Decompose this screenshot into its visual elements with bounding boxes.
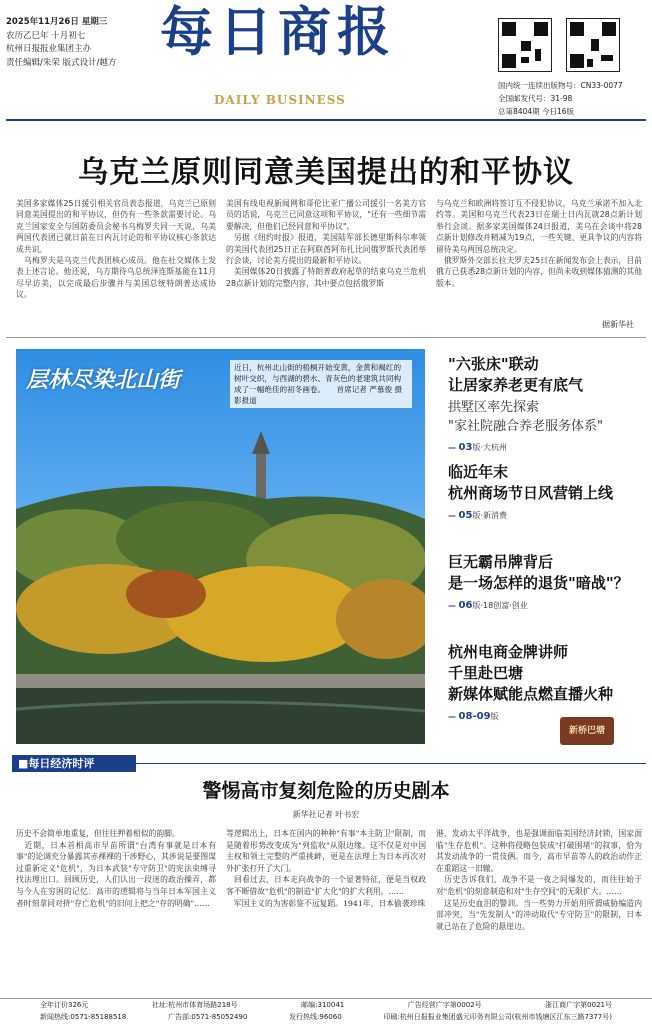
page-number: 08-09 [458, 711, 491, 722]
teaser-1-head2: 让居家养老更有底气 [448, 376, 584, 394]
footer-distribution: 发行热线:96060 [289, 1013, 342, 1021]
teaser-3-head1: 巨无霸吊牌背后 [448, 553, 554, 571]
footer-ad-dept: 广告部:0571-85052490 [168, 1013, 248, 1021]
footer-news-hotline: 新闻热线:0571-85188518 [40, 1013, 127, 1021]
issue-number: 总第8404期 今日16版 [498, 107, 575, 116]
column-divider [136, 763, 646, 764]
photo-scene [16, 349, 425, 744]
lake-shape [16, 688, 425, 744]
footer-printer: 印刷:杭州日报报业集团盛元印务有限公司(杭州市钱塘区江东三路7377号) [383, 1013, 612, 1021]
column-text-1: 历史不会简单地重复，但往往押着相似的韵脚。 近期，日本首相高市早苗所谓"台湾有事就是日本有事"的论调充分暴露其赤裸裸的干涉野心，其涉说是要图谋过重新定义"危机"，为日本武装"专守防卫"的宪法束缚寻找法理出口。回顾历史，人们认出一段迷的政治操弄，都与今人在穷困的记忆：高市的逻辑将与当年日本军国主义者时刻拿同对挤"存亡危机"的旧问上把之"存的明确"…… [16, 829, 216, 908]
teaser-3[interactable] [448, 552, 648, 611]
footer-ad-license-2: 浙江商广字第0021号 [545, 1001, 612, 1009]
page-number: 05 [458, 510, 473, 521]
qr-code-icon [566, 18, 620, 72]
teaser-1[interactable] [448, 354, 648, 453]
column-byline: 新华社记者 叶书宏 [292, 810, 360, 819]
footer-postcode: 邮编:310041 [301, 1001, 345, 1009]
date-block [6, 16, 166, 70]
page-number: 03 [458, 442, 473, 453]
postal-code: 全国邮发代号：31-98 [498, 94, 573, 103]
column-label: ■每日经济时评 [12, 755, 136, 772]
publication-code: 国内统一连续出版物号：CN33-0077 [498, 81, 623, 90]
teaser-4-head3: 新媒体赋能点燃直播火种 [448, 685, 614, 703]
teaser-3-head2: 是一场怎样的退货"暗战"？ [448, 574, 629, 592]
sponsor-line: 杭州日报报业集团主办 [6, 44, 92, 54]
feature-photo [16, 349, 425, 744]
footer-ad-license: 广告经营广字第0002号 [407, 1001, 482, 1009]
lead-credit: 据新华社 [602, 320, 634, 329]
footer-address: 社址:杭州市体育场路218号 [151, 1001, 238, 1009]
lead-column-1: 美国多家媒体25日援引相关官员表态报道，乌克兰已原则同意美国提出的和平协议，但仍有一些条款需要讨论。乌克兰国家安全与国防委员会秘书乌梅罗夫同一天说，乌美两国代表团已就日前在日内瓦讨论的和平协议核心条款达成共识。 乌梅罗夫是乌克兰代表团核心成员。他在社交媒体上发表上述言论。他还说，乌方期待乌总统泽连斯基能在11月尽早访美，以完成最后步骤并与美国总统特朗普达成协议。 [16, 199, 216, 300]
newspaper-logo-english: DAILY BUSINESS [214, 93, 346, 107]
lead-column-2: 美国有线电视新闻网和哥伦比亚广播公司援引一名美方官员的话说，乌克兰已同意这项和平协议，"还有一些细节需要解决，但他们已经同意和平协议"。 另据《纽约时报》报道，美国陆军部长德里斯科尔率领的美国代表团25日正在阿联酋阿布扎比同俄罗斯代表团举行会谈，讨论美方提出的最新和平协议。 美国媒体20日披露了特朗普政府起草的结束乌克兰危机28点新计划的完整内容，其中要点包括俄罗斯 [226, 199, 426, 288]
column-text-2: 等逻辑出上，日本在国内的种种"有事"本主防卫"限制，而是随着形势改变成为"列监收"从限边缘。这不仅是对中国主权和领土完整的严重挑衅，更是在法理上为日本再次对外扩张打开了大门。 回看过去，日本走向战争的一个显著特征，便是当权政客不断借故"危机"的制造"扩大化"的扩大利用。…… 军国主义的为害彰鉴不远复蹈。1941年，日本偷袭珍珠 [226, 829, 426, 908]
foliage-shape [126, 570, 206, 618]
lunar-date-line: 农历乙巳年 十月初七 [6, 30, 86, 41]
section-name: 版·18创富·创业 [472, 601, 528, 610]
road-shape [16, 674, 425, 688]
date-line: 2025年11月26日 星期三 [6, 17, 108, 27]
section-name: 版 [490, 712, 499, 721]
lead-column-3: 与乌克兰和欧洲将签订互不侵犯协议，乌克兰承诺不加入北约等。美国和乌克兰代表23日在瑞士日内瓦就28点新计划举行会谈。据多家美国媒体24日报道，美乌在会谈中将28点新计划修改并精减为19点，一些关键、更具争议的内容将留待美乌两国总统决定。 俄罗斯外交部长拉夫罗夫25日在新闻发布会上表示，目前俄方已获悉28点新计划的内容，但尚未收到媒体猜测的其他版本。 [436, 199, 642, 288]
teaser-1-sub1: 拱墅区率先探索 [448, 400, 540, 415]
publication-info [498, 79, 648, 118]
teaser-2-head1: 临近年末 [448, 463, 509, 481]
photo-caption: 近日，杭州北山街的梧桐开始变黄，金黄和褐红的树叶交织，与西湖的碧水、青灰色的老建筑共同构成了一幅绝佳的初冬画卷。 首席记者 严慕俊 摄影报道 [230, 360, 412, 408]
column-headline: 警惕高市复刻危险的历史剧本 [202, 780, 450, 802]
lead-headline: 乌克兰原则同意美国提出的和平协议 [78, 155, 574, 190]
batang-stamp: 新桥巴塘 [560, 717, 614, 745]
teaser-1-head1: "六张床"联动 [448, 355, 539, 373]
teaser-2[interactable] [448, 462, 648, 521]
teaser-1-sub2: "家社院融合养老服务体系" [448, 419, 603, 434]
qr-code-icon [498, 18, 552, 72]
pagoda-shape [256, 454, 266, 502]
teaser-4-head2: 千里赴巴塘 [448, 664, 524, 682]
page-number: 06 [458, 600, 473, 611]
newspaper-logo: 每日商报 [160, 1, 396, 63]
section-name: 版·大杭州 [472, 443, 508, 452]
section-divider [6, 337, 646, 338]
teaser-2-page-ref: — 05版·新消费 [448, 510, 508, 521]
teaser-4[interactable] [448, 642, 648, 722]
masthead-divider [6, 119, 646, 121]
teaser-4-head1: 杭州电商金牌讲师 [448, 643, 569, 661]
editors-line: 责任编辑/朱荣 版式设计/越方 [6, 57, 117, 68]
teaser-2-head2: 杭州商场节日风营销上线 [448, 484, 614, 502]
pagoda-roof [252, 431, 270, 454]
teaser-4-page-ref: — 08-09版 [448, 711, 499, 722]
photo-title: 层林尽染北山街 [26, 368, 181, 393]
teaser-1-page-ref: — 03版·大杭州 [448, 442, 508, 453]
teaser-3-page-ref: — 06版·18创富·创业 [448, 600, 528, 611]
footer-price: 全年订价326元 [40, 1001, 89, 1009]
column-text-3: 港，发动太平洋战争，也是强调面临美国经济封锁，国家面临"生存危机"。这种将侵略包装成"打破围堵"的叙事，恰为其发动战争的一贯伎俩。而今，高市早苗等人的政治动作正在重蹈这一旧辙。 历史告诉我们，战争不是一夜之间爆发的，而往往始于对"危机"的刻意制造和对"生存空间"的无限扩大。…… 这是历史血泪的警训。当一些势力开始用所谓威胁编造内部冲突，当"先发制人"的冲动取代"专守防卫"的限制，日本就已站在了危险的悬崖边。 [436, 829, 642, 931]
section-name: 版·新消费 [472, 511, 508, 520]
footer [0, 998, 652, 1024]
